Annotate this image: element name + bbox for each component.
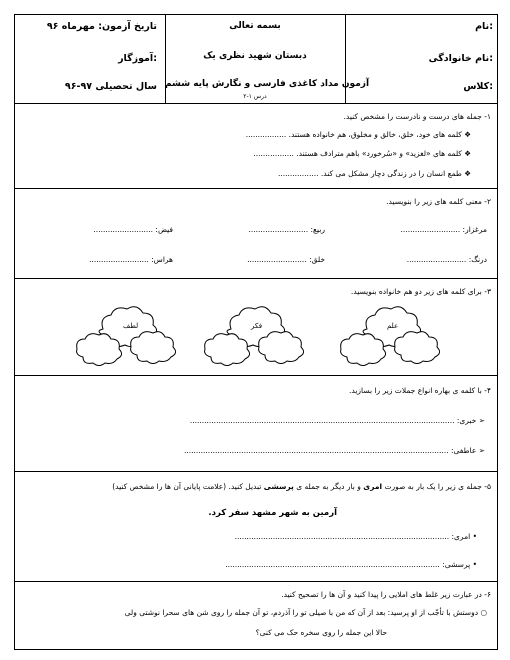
conversion-label: امری: bbox=[451, 532, 471, 541]
question-5-text: ۵- جمله ی زیر را یک بار به صورت bbox=[384, 482, 491, 491]
emphasis-question: پرسشی bbox=[263, 482, 294, 491]
word-meaning-item bbox=[401, 225, 487, 234]
conversion-row bbox=[235, 532, 477, 541]
question-3 bbox=[15, 279, 497, 376]
question-5-title bbox=[112, 482, 491, 491]
arrow-bullet-icon: ➢ bbox=[478, 446, 485, 455]
arrow-bullet-icon: ➢ bbox=[478, 416, 485, 425]
question-4 bbox=[15, 376, 497, 472]
question-1 bbox=[15, 103, 497, 189]
statement-text: کلمه های خود، خلق، خالق و مخلوق، هم خانواده هستند. bbox=[288, 130, 462, 139]
sentence-blank[interactable]: ............................................................................................................... bbox=[189, 416, 455, 425]
statement-row bbox=[246, 130, 471, 139]
exam-meta bbox=[15, 15, 166, 103]
meaning-blank[interactable]: ......................... bbox=[406, 255, 467, 264]
word-meaning-item bbox=[407, 255, 487, 264]
sentence-type-label: عاطفی: bbox=[451, 446, 477, 455]
statement-row bbox=[253, 149, 471, 158]
sentence-type-label: خبری: bbox=[456, 416, 477, 425]
conversion-row bbox=[225, 560, 477, 569]
meaning-blank[interactable]: ......................... bbox=[400, 225, 461, 234]
name-field[interactable]: نام: bbox=[475, 21, 493, 32]
question-2-title: ۲- معنی کلمه های زیر را بنویسید. bbox=[386, 197, 491, 206]
meaning-blank[interactable]: ......................... bbox=[248, 225, 309, 234]
word-label: مرغزار: bbox=[462, 225, 487, 234]
passage-line: حالا این جمله را روی سخره حک می کنی؟ bbox=[255, 628, 387, 637]
exam-title-block bbox=[165, 15, 370, 103]
question-5-text: و بار دیگر به جمله ی bbox=[296, 482, 361, 491]
word-label: خلق: bbox=[309, 255, 325, 264]
student-info bbox=[345, 15, 499, 103]
word-label: درنگ: bbox=[468, 255, 487, 264]
passage-line bbox=[125, 608, 487, 617]
sentence-row bbox=[190, 416, 485, 425]
lesson-range: درس ۱-۲ bbox=[243, 93, 267, 100]
word-meaning-item bbox=[89, 255, 173, 264]
word-meaning-item bbox=[247, 255, 325, 264]
question-6 bbox=[15, 582, 497, 651]
question-5 bbox=[15, 472, 497, 582]
question-1-title: ۱- جمله های درست و نادرست را مشخص کنید. bbox=[343, 112, 491, 121]
word-label: فیض: bbox=[155, 225, 173, 234]
basmala: بسمه تعالی bbox=[229, 21, 281, 31]
circle-bullet-icon: ○ bbox=[480, 608, 487, 617]
question-6-title: ۶- در عبارت زیر غلط های املایی را پیدا کنید و آن ها را تصحیح کنید. bbox=[281, 590, 491, 599]
exam-date: تاریخ آزمون: مهرماه ۹۶ bbox=[46, 21, 157, 32]
word-label: هراس: bbox=[151, 255, 173, 264]
passage-text: دوستش با تأجّب از او پرسید: بعد از آن که من با صیلی تو را آذردم، تو آن جمله را روی شن های سحرا نوشتی ولی bbox=[124, 608, 479, 617]
word-cloud-group bbox=[201, 299, 311, 371]
question-4-title: ۴- با کلمه ی بهاره انواع جملات زیر را بسازید. bbox=[349, 386, 491, 395]
sentence-row bbox=[184, 446, 485, 455]
class-field[interactable]: کلاس: bbox=[463, 81, 493, 92]
word-cloud-group bbox=[337, 299, 447, 371]
question-2 bbox=[15, 189, 497, 279]
target-sentence: آرمین به شهر مشهد سفر کرد. bbox=[208, 508, 337, 518]
exam-title: آزمون مداد کاغذی فارسی و نگارش پایه ششم bbox=[165, 79, 370, 89]
answer-blank[interactable]: ................. bbox=[253, 149, 294, 158]
statement-text: کلمه های «لغزید» و «سُرخورد» باهم مترادف هستند. bbox=[296, 149, 462, 158]
conversion-label: پرسشی: bbox=[442, 560, 471, 569]
cloud-word: علم bbox=[387, 322, 399, 330]
meaning-blank[interactable]: ......................... bbox=[89, 255, 149, 264]
word-meaning-item bbox=[249, 225, 326, 234]
school-name: دبستان شهید نظری یک bbox=[203, 51, 307, 61]
cloud-icon bbox=[73, 299, 183, 371]
answer-blank[interactable]: ................. bbox=[277, 169, 319, 178]
dot-bullet-icon: • bbox=[472, 560, 477, 569]
cloud-word: لطف bbox=[123, 322, 139, 330]
meaning-blank[interactable]: ......................... bbox=[247, 255, 307, 264]
question-5-text: تبدیل کنید. (علامت پایانی آن ها را مشخص کنید) bbox=[112, 482, 262, 491]
word-cloud-group bbox=[73, 299, 183, 371]
question-3-title: ۳- برای کلمه های زیر دو هم خانواده بنویسید. bbox=[350, 287, 491, 296]
exam-header bbox=[15, 15, 497, 104]
meaning-blank[interactable]: ......................... bbox=[93, 225, 154, 234]
sentence-blank[interactable]: ............................................................................................................... bbox=[183, 446, 449, 455]
conversion-blank[interactable]: .......................................................................................... bbox=[225, 560, 440, 569]
diamond-bullet-icon: ❖ bbox=[464, 169, 471, 178]
cloud-icon bbox=[337, 299, 447, 371]
diamond-bullet-icon: ❖ bbox=[464, 149, 471, 158]
statement-text: طمع انسان را در زندگی دچار مشکل می کند. bbox=[320, 169, 462, 178]
cloud-word: فکر bbox=[251, 322, 263, 330]
dot-bullet-icon: • bbox=[472, 532, 477, 541]
cloud-icon bbox=[201, 299, 311, 371]
school-year: سال تحصیلی ۹۷-۹۶ bbox=[64, 81, 157, 92]
family-name-field[interactable]: نام خانوادگی: bbox=[428, 53, 493, 64]
word-meaning-item bbox=[93, 225, 173, 234]
teacher-field[interactable]: آموزگار: bbox=[118, 53, 157, 64]
statement-row bbox=[278, 169, 471, 178]
conversion-blank[interactable]: .......................................................................................... bbox=[234, 532, 450, 541]
emphasis-imperative: امری bbox=[363, 482, 383, 491]
word-label: ربیع: bbox=[310, 225, 325, 234]
exam-sheet bbox=[14, 14, 498, 650]
answer-blank[interactable]: ................. bbox=[245, 130, 287, 139]
diamond-bullet-icon: ❖ bbox=[464, 130, 471, 139]
